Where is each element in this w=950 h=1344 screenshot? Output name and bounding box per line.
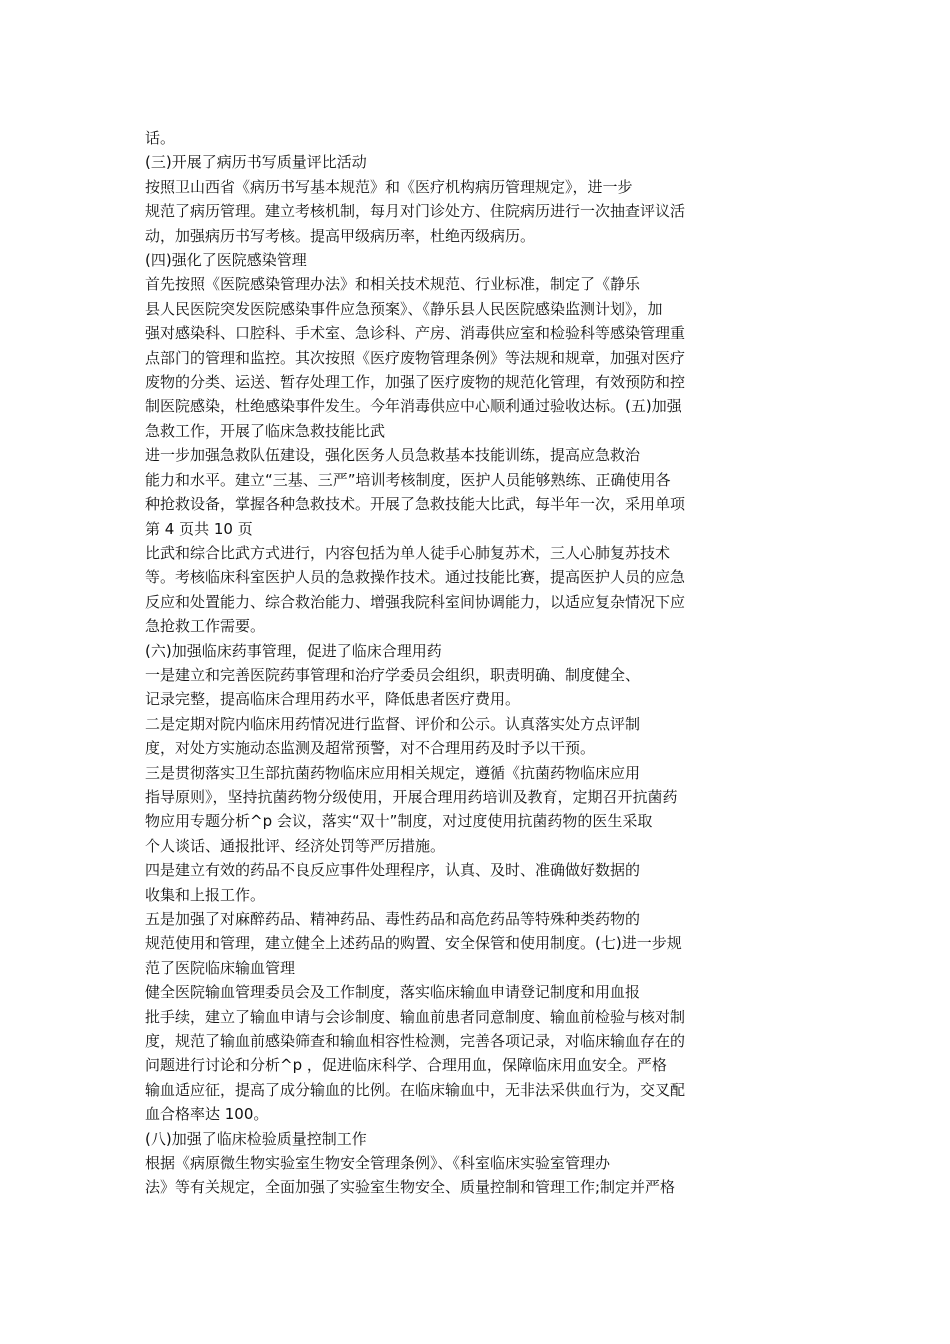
text-line: 问题进行讨论和分析^p ，促进临床科学、合理用血，保障临床用血安全。严格 — [145, 1056, 667, 1075]
text-line: 强对感染科、口腔科、手术室、急诊科、产房、消毒供应室和检验科等感染管理重 — [145, 324, 686, 343]
text-line: 等。考核临床科室医护人员的急救操作技术。通过技能比赛，提高医护人员的应急 — [145, 568, 686, 587]
text-line: 指导原则》，坚持抗菌药物分级使用，开展合理用药培训及教育，定期召开抗菌药 — [145, 787, 678, 806]
text-line: 输血适应征，提高了成分输血的比例。在临床输血中，无非法采供血行为，交叉配 — [145, 1080, 686, 1099]
text-line: 四是建立有效的药品不良反应事件处理程序，认真、及时、准确做好数据的 — [145, 861, 641, 880]
text-line: 第 4 页共 10 页 — [145, 519, 253, 538]
text-line: 二是定期对院内临床用药情况进行监督、评价和公示。认真落实处方点评制 — [145, 714, 641, 733]
text-line: 反应和处置能力、综合救治能力、增强我院科室间协调能力，以适应复杂情况下应 — [145, 592, 686, 611]
document-body — [145, 126, 755, 1200]
text-line: 一是建立和完善医院药事管理和治疗学委员会组织，职责明确、制度健全、 — [145, 665, 641, 684]
text-line: 进一步加强急救队伍建设，强化医务人员急救基本技能训练，提高应急救治 — [145, 446, 641, 465]
text-line: 动，加强病历书写考核。提高甲级病历率，杜绝丙级病历。 — [145, 226, 536, 245]
text-line: (三)开展了病历书写质量评比活动 — [145, 153, 367, 172]
text-line: 急抢救工作需要。 — [145, 617, 266, 636]
text-line: 批手续，建立了输血申请与会诊制度、输血前患者同意制度、输血前检验与核对制 — [145, 1007, 686, 1026]
text-line: 根据《病原微生物实验室生物安全管理条例》、《科室临床实验室管理办 — [145, 1154, 611, 1173]
text-line: 法》等有关规定，全面加强了实验室生物安全、质量控制和管理工作;制定并严格 — [145, 1178, 676, 1197]
text-line: 按照卫山西省《病历书写基本规范》和《医疗机构病历管理规定》，进一步 — [145, 177, 633, 196]
text-line: 个人谈话、通报批评、经济处罚等严厉措施。 — [145, 836, 446, 855]
text-line: 首先按照《医院感染管理办法》和相关技术规范、行业标准，制定了《静乐 — [145, 275, 641, 294]
text-line: 血合格率达 100。 — [145, 1105, 269, 1124]
text-line: 制医院感染，杜绝感染事件发生。今年消毒供应中心顺利通过验收达标。(五)加强 — [145, 397, 682, 416]
text-line: 范了医院临床输血管理 — [145, 958, 296, 977]
text-line: 县人民医院突发医院感染事件应急预案》、《静乐县人民医院感染监测计划》，加 — [145, 299, 663, 318]
text-line: 点部门的管理和监控。其次按照《医疗废物管理条例》等法规和规章，加强对医疗 — [145, 348, 686, 367]
text-line: (四)强化了医院感染管理 — [145, 251, 307, 270]
text-line: 度，对处方实施动态监测及超常预警，对不合理用药及时予以干预。 — [145, 739, 596, 758]
text-line: 三是贯彻落实卫生部抗菌药物临床应用相关规定，遵循《抗菌药物临床应用 — [145, 763, 641, 782]
text-line: 比武和综合比武方式进行，内容包括为单人徒手心肺复苏术，三人心肺复苏技术 — [145, 543, 671, 562]
text-line: 能力和水平。建立“三基、三严”培训考核制度，医护人员能够熟练、正确使用各 — [145, 470, 671, 489]
text-line: 废物的分类、运送、暂存处理工作，加强了医疗废物的规范化管理，有效预防和控 — [145, 373, 686, 392]
text-line: 急救工作，开展了临床急救技能比武 — [145, 421, 386, 440]
text-line: 物应用专题分析^p 会议，落实“双十”制度，对过度使用抗菌药物的医生采取 — [145, 812, 653, 831]
text-line: 度，规范了输血前感染筛查和输血相容性检测，完善各项记录，对临床输血存在的 — [145, 1032, 686, 1051]
text-line: (六)加强临床药事管理，促进了临床合理用药 — [145, 641, 442, 660]
text-line: (八)加强了临床检验质量控制工作 — [145, 1129, 367, 1148]
text-line: 健全医院输血管理委员会及工作制度，落实临床输血申请登记制度和用血报 — [145, 983, 641, 1002]
text-line: 五是加强了对麻醉药品、精神药品、毒性药品和高危药品等特殊种类药物的 — [145, 910, 641, 928]
text-line: 话。 — [145, 129, 176, 147]
text-line: 规范了病历管理。建立考核机制，每月对门诊处方、住院病历进行一次抽查评议活 — [145, 202, 686, 221]
text-line: 收集和上报工作。 — [145, 885, 266, 904]
text-line: 规范使用和管理，建立健全上述药品的购置、安全保管和使用制度。(七)进一步规 — [145, 934, 682, 953]
text-line: 记录完整，提高临床合理用药水平，降低患者医疗费用。 — [145, 690, 521, 709]
text-line: 种抢救设备，掌握各种急救技术。开展了急救技能大比武，每半年一次，采用单项 — [145, 495, 686, 514]
